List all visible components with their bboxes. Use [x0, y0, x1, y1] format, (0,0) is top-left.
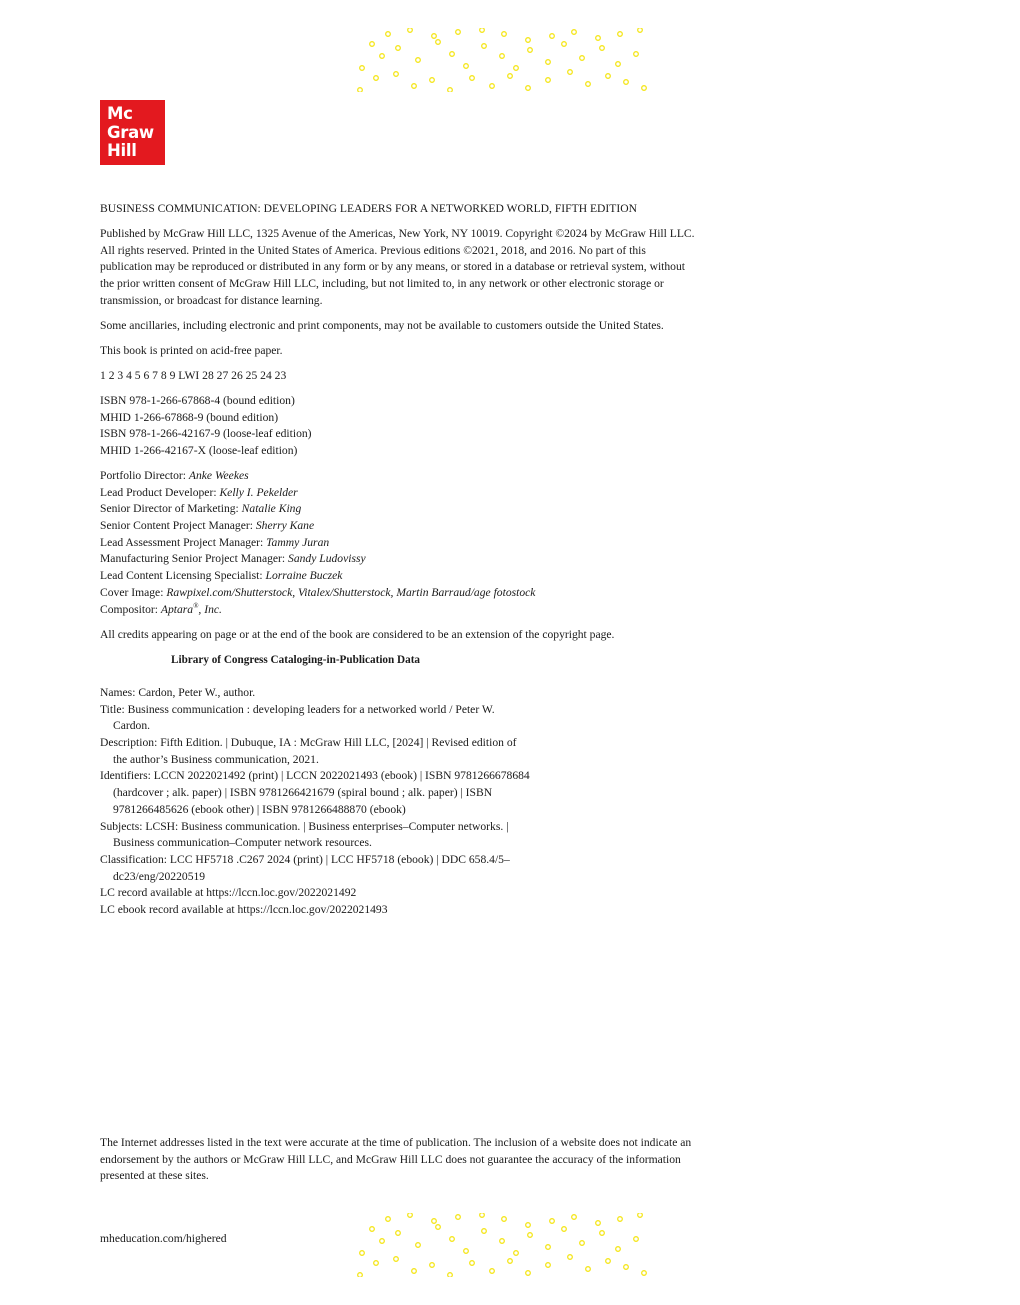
- isbn-line: ISBN 978-1-266-67868-4 (bound edition): [100, 393, 295, 407]
- compositor-line: [100, 602, 700, 619]
- decorative-dots-top: [352, 28, 648, 92]
- decorative-dot: [562, 42, 567, 47]
- decorative-dot: [572, 1215, 577, 1220]
- credit-role: Lead Content Licensing Specialist:: [100, 569, 266, 583]
- isbn-list: [100, 393, 700, 460]
- decorative-dot: [394, 1257, 399, 1262]
- decorative-dot: [482, 1229, 487, 1234]
- cip-entry: LC record available at https://lccn.loc.gov/2022021492: [100, 886, 357, 900]
- decorative-dot: [562, 1227, 567, 1232]
- credit-name: Kelly I. Pekelder: [219, 485, 298, 499]
- compositor-suffix: , Inc.: [198, 602, 222, 616]
- decorative-dot: [618, 1217, 623, 1222]
- decorative-dot: [642, 1271, 647, 1276]
- decorative-dot: [624, 80, 629, 85]
- decorative-dot: [430, 78, 435, 83]
- credit-role: Cover Image:: [100, 585, 167, 599]
- decorative-dot: [508, 1259, 513, 1264]
- credit-line: [100, 485, 700, 502]
- decorative-dot: [448, 1273, 453, 1277]
- internet-addresses-note: The Internet addresses listed in the text were accurate at the time of publication. The inclusion of a website does not indicate an endorsement by the authors or McGraw Hill LLC, and McGraw Hill LLC does not guarantee the accuracy of the information presented at these sites.: [100, 1136, 692, 1183]
- decorative-dot: [490, 1269, 495, 1274]
- decorative-dot: [386, 32, 391, 37]
- website-url: mheducation.com/highered: [100, 1232, 227, 1245]
- logo-line: Mc: [107, 104, 133, 123]
- decorative-dot: [386, 1217, 391, 1222]
- decorative-dot: [436, 1225, 441, 1230]
- decorative-dot: [416, 1243, 421, 1248]
- decorative-dot: [470, 76, 475, 81]
- decorative-dot: [412, 84, 417, 89]
- decorative-dot: [638, 1213, 643, 1217]
- decorative-dot: [616, 62, 621, 67]
- decorative-dot: [502, 32, 507, 37]
- publisher-paragraph: Published by McGraw Hill LLC, 1325 Avenue of the Americas, New York, NY 10019. Copyright ©2024 by McGraw Hill LLC. All rights reserved. Printed in the United States of America. Previous editions ©2021, 2018, and 2016. No part of this publication may be reproduced or distributed in any form or by any means, or stored in a database or retrieval system, without the prior written consent of McGraw Hill LLC, including, but not limited to, in any network or other electronic storage or transmission, or broadcast for distance learning.: [100, 227, 695, 307]
- decorative-dot: [526, 86, 531, 91]
- book-title: BUSINESS COMMUNICATION: DEVELOPING LEADERS FOR A NETWORKED WORLD, FIFTH EDITION: [100, 202, 637, 215]
- cip-entry: Subjects: LCSH: Business communication. | Business enterprises–Computer networks. | Business communication–Computer network resources.: [100, 819, 509, 850]
- decorative-dot: [528, 1233, 533, 1238]
- cip-entry: Title: Business communication : developing leaders for a networked world / Peter W. Cardon.: [100, 702, 495, 733]
- decorative-dot: [394, 72, 399, 77]
- decorative-dot: [606, 74, 611, 79]
- credit-line: [100, 585, 700, 602]
- print-line: 1 2 3 4 5 6 7 8 9 LWI 28 27 26 25 24 23: [100, 368, 287, 382]
- registered-mark: ®: [193, 601, 199, 610]
- decorative-dot: [642, 86, 647, 91]
- decorative-dot: [436, 40, 441, 45]
- cip-entry: LC ebook record available at https://lccn.loc.gov/2022021493: [100, 903, 388, 917]
- decorative-dot: [480, 28, 485, 32]
- logo-line: Hill: [107, 141, 137, 160]
- paper-note: This book is printed on acid-free paper.: [100, 343, 283, 357]
- credit-name: Lorraine Buczek: [265, 569, 343, 583]
- credit-role: Compositor:: [100, 602, 161, 616]
- credit-line: [100, 501, 700, 518]
- cip-entry: Identifiers: LCCN 2022021492 (print) | LCCN 2022021493 (ebook) | ISBN 9781266678684 (hardcover ; alk. paper) | ISBN 9781266421679 (spiral bound ; alk. paper) | ISBN 9781266485626 (ebook other) | ISBN 9781266488870 (ebook): [100, 769, 530, 816]
- decorative-dot: [596, 36, 601, 41]
- decorative-dot: [600, 46, 605, 51]
- decorative-dot: [550, 1219, 555, 1224]
- decorative-dot: [514, 1251, 519, 1256]
- credit-role: Senior Content Project Manager:: [100, 519, 256, 533]
- decorative-dot: [464, 1249, 469, 1254]
- decorative-dot: [586, 82, 591, 87]
- cip-entry: Description: Fifth Edition. | Dubuque, IA : McGraw Hill LLC, [2024] | Revised edition of the author’s Business communication, 2021.: [100, 736, 517, 766]
- decorative-dot: [482, 44, 487, 49]
- decorative-dot: [634, 52, 639, 57]
- decorative-dot: [526, 1223, 531, 1228]
- decorative-dot: [624, 1265, 629, 1270]
- decorative-dot: [546, 60, 551, 65]
- decorative-dot: [358, 88, 363, 92]
- decorative-dot: [600, 1231, 605, 1236]
- decorative-dot: [550, 34, 555, 39]
- decorative-dot: [618, 32, 623, 37]
- decorative-dot: [546, 78, 551, 83]
- decorative-dot: [396, 46, 401, 51]
- credit-role: Lead Product Developer:: [100, 485, 220, 499]
- credit-line: [100, 518, 700, 535]
- decorative-dot: [634, 1237, 639, 1242]
- decorative-dot: [526, 38, 531, 43]
- decorative-dot: [638, 28, 643, 32]
- credit-line: [100, 551, 700, 568]
- decorative-dot: [396, 1231, 401, 1236]
- decorative-dot: [568, 70, 573, 75]
- credits-note: All credits appearing on page or at the end of the book are considered to be an extension of the copyright page.: [100, 627, 615, 641]
- copyright-page-content: [100, 201, 700, 919]
- decorative-dot: [380, 54, 385, 59]
- credit-role: Lead Assessment Project Manager:: [100, 535, 267, 549]
- credits-list: [100, 468, 700, 618]
- decorative-dot: [606, 1259, 611, 1264]
- decorative-dot: [546, 1245, 551, 1250]
- isbn-line: ISBN 978-1-266-42167-9 (loose-leaf edition): [100, 427, 312, 441]
- credit-role: Manufacturing Senior Project Manager:: [100, 552, 289, 566]
- cip-entry: Classification: LCC HF5718 .C267 2024 (print) | LCC HF5718 (ebook) | DDC 658.4/5–dc23/eng/20220519: [100, 852, 510, 883]
- decorative-dot: [358, 1273, 363, 1277]
- decorative-dot: [432, 1219, 437, 1224]
- decorative-dot: [360, 1251, 365, 1256]
- credit-line: [100, 468, 700, 485]
- decorative-dot: [568, 1255, 573, 1260]
- decorative-dot: [586, 1267, 591, 1272]
- decorative-dot: [456, 1215, 461, 1220]
- decorative-dot: [616, 1247, 621, 1252]
- decorative-dot: [514, 66, 519, 71]
- decorative-dot: [580, 56, 585, 61]
- decorative-dot: [456, 30, 461, 35]
- decorative-dot: [448, 88, 453, 92]
- ancillaries-note: Some ancillaries, including electronic and print components, may not be available to customers outside the United States.: [100, 318, 664, 332]
- decorative-dot: [408, 28, 413, 32]
- decorative-dot: [546, 1263, 551, 1268]
- decorative-dot: [470, 1261, 475, 1266]
- decorative-dot: [502, 1217, 507, 1222]
- credit-name: Natalie King: [241, 502, 302, 516]
- credit-line: [100, 568, 700, 585]
- decorative-dot: [490, 84, 495, 89]
- credit-name: Anke Weekes: [188, 468, 249, 482]
- decorative-dot: [416, 58, 421, 63]
- decorative-dots-bottom: [352, 1213, 648, 1277]
- decorative-dot: [580, 1241, 585, 1246]
- credit-line: [100, 535, 700, 552]
- decorative-dot: [374, 1261, 379, 1266]
- credit-role: Portfolio Director:: [100, 468, 189, 482]
- decorative-dot: [526, 1271, 531, 1276]
- decorative-dot: [380, 1239, 385, 1244]
- credit-name: Rawpixel.com/Shutterstock, Vitalex/Shutterstock, Martin Barraud/age fotostock: [166, 585, 536, 599]
- credit-name: Sandy Ludovissy: [288, 552, 366, 566]
- decorative-dot: [430, 1263, 435, 1268]
- logo-line: Graw: [107, 122, 154, 142]
- decorative-dot: [508, 74, 513, 79]
- decorative-dot: [500, 1239, 505, 1244]
- credit-name: Tammy Juran: [266, 535, 330, 549]
- cip-heading: Library of Congress Cataloging-in-Publication Data: [171, 653, 421, 666]
- decorative-dot: [464, 64, 469, 69]
- decorative-dot: [360, 66, 365, 71]
- cip-data: [100, 685, 530, 919]
- decorative-dot: [374, 76, 379, 81]
- decorative-dot: [432, 34, 437, 39]
- decorative-dot: [480, 1213, 485, 1217]
- decorative-dot: [408, 1213, 413, 1217]
- mcgraw-hill-logo: [100, 100, 165, 165]
- decorative-dot: [370, 1227, 375, 1232]
- compositor-name: Aptara: [160, 602, 194, 616]
- credit-name: Sherry Kane: [255, 519, 315, 533]
- decorative-dot: [370, 42, 375, 47]
- cip-entry: Names: Cardon, Peter W., author.: [100, 685, 256, 699]
- isbn-line: MHID 1-266-42167-X (loose-leaf edition): [100, 443, 298, 457]
- decorative-dot: [500, 54, 505, 59]
- decorative-dot: [412, 1269, 417, 1274]
- credit-role: Senior Director of Marketing:: [100, 502, 242, 516]
- decorative-dot: [450, 52, 455, 57]
- decorative-dot: [572, 30, 577, 35]
- decorative-dot: [528, 48, 533, 53]
- isbn-line: MHID 1-266-67868-9 (bound edition): [100, 410, 279, 424]
- decorative-dot: [450, 1237, 455, 1242]
- decorative-dot: [596, 1221, 601, 1226]
